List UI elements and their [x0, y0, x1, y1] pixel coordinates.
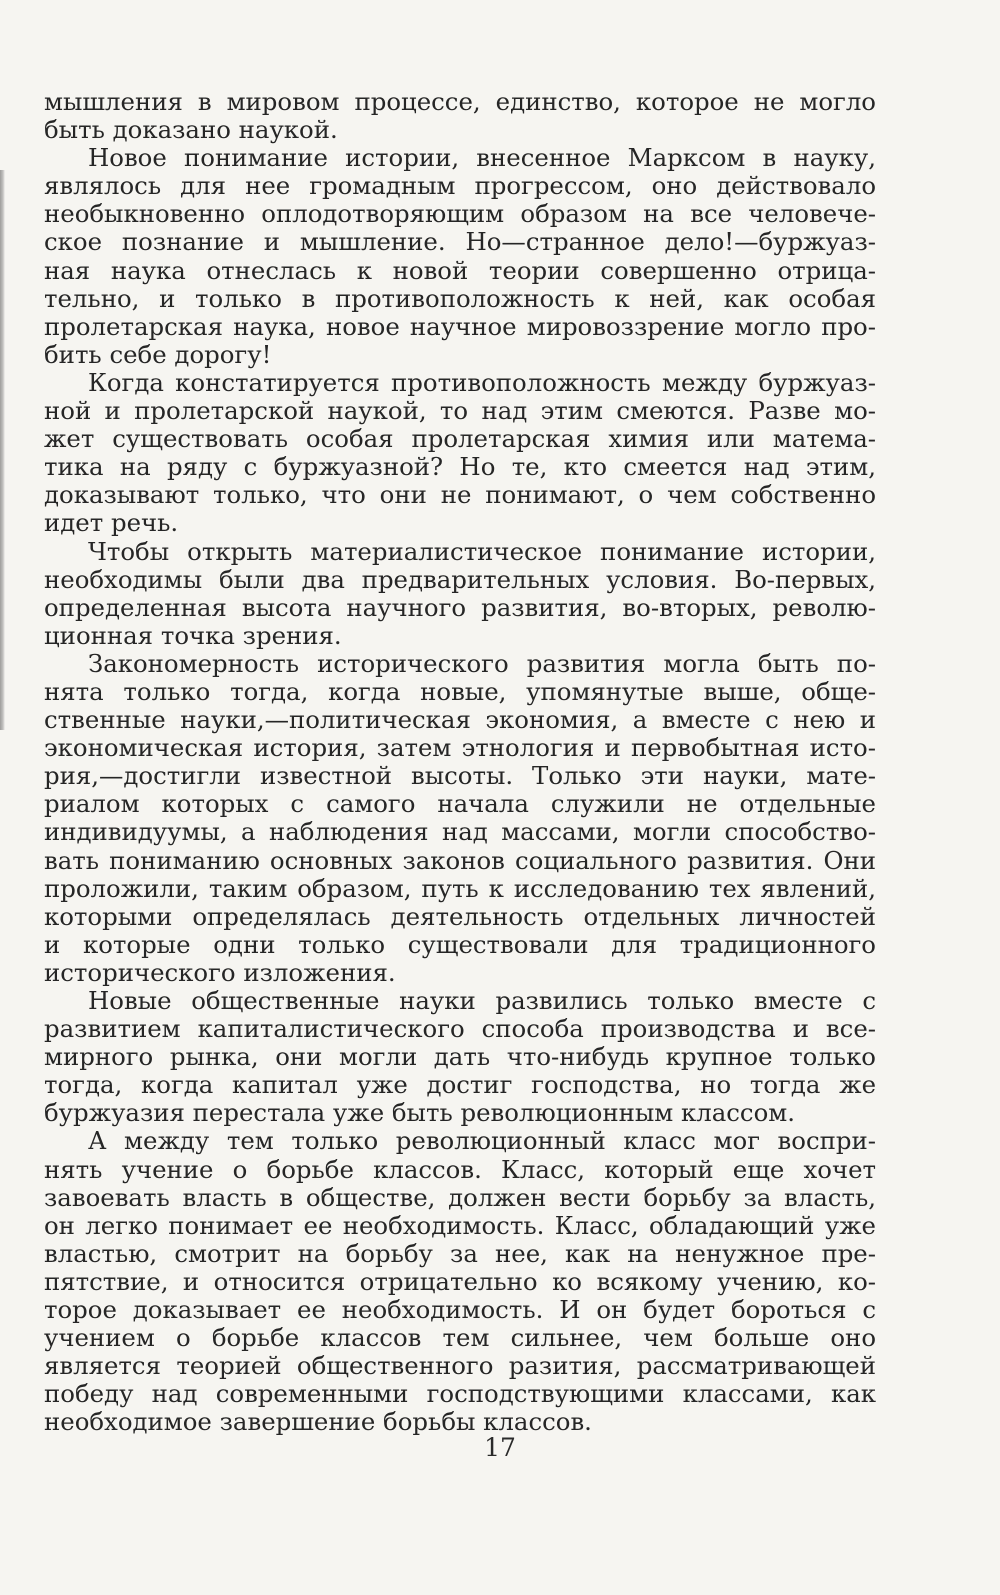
text-line: Закономерность исторического развития могла быть по-: [88, 648, 876, 678]
text-line: мышления в мировом процессе, единство, которое не могло: [44, 87, 876, 116]
text-line: бить себе дорогу!: [44, 339, 272, 369]
text-line: определенная высота научного развития, во-вторых, револю-: [44, 592, 876, 622]
text-line: победу над современными господствующими классами, как: [44, 1379, 876, 1409]
text-line: ское познание и мышление. Но—странное дело!—буржуаз-: [44, 227, 876, 257]
text-line: тогда, когда капитал уже достиг господства, но тогда же: [44, 1070, 876, 1100]
text-line: идет речь.: [44, 508, 179, 538]
text-line: развитием капиталистического способа производства и все-: [44, 1014, 876, 1044]
body-text: [44, 88, 876, 1437]
text-line: являлось для нее громадным прогрессом, оно действовало: [44, 171, 876, 201]
paragraph: [44, 369, 876, 538]
text-line: которыми определялась деятельность отдельных личностей: [44, 901, 876, 931]
paragraph: [44, 987, 876, 1127]
paragraph: [44, 650, 876, 987]
text-line: нять учение о борьбе классов. Класс, который еще хочет: [44, 1154, 876, 1184]
text-line: рия,—достигли известной высоты. Только эти науки, мате-: [44, 761, 876, 791]
paragraph: [44, 88, 876, 144]
text-line: учением о борьбе классов тем сильнее, чем больше оно: [44, 1323, 876, 1353]
text-line: А между тем только революционный класс мог воспри-: [88, 1126, 876, 1156]
text-line: пятствие, и относится отрицательно ко всякому учению, ко-: [44, 1266, 876, 1296]
text-line: жет существовать особая пролетарская химия или матема-: [44, 424, 876, 454]
text-line: тельно, и только в противоположность к ней, как особая: [44, 283, 876, 313]
text-line: Когда констатируется противоположность между буржуаз-: [88, 367, 876, 397]
paragraph: [44, 1127, 876, 1436]
text-line: мирного рынка, они могли дать что-нибудь крупное только: [44, 1042, 876, 1072]
text-line: торое доказывает ее необходимость. И он будет бороться с: [44, 1295, 876, 1325]
scan-binding-shadow: [0, 170, 5, 730]
text-line: буржуазия перестала уже быть революционным классом.: [44, 1098, 795, 1128]
text-line: индивидуумы, а наблюдения над массами, могли способство-: [44, 817, 876, 847]
text-line: ная наука отнеслась к новой теории совершенно отрица-: [44, 255, 876, 285]
text-line: исторического изложения.: [44, 957, 396, 987]
text-line: властью, смотрит на борьбу за нее, как на ненужное пре-: [44, 1238, 876, 1268]
text-line: необходимы были два предварительных условия. Во-первых,: [44, 564, 876, 594]
text-line: ственные науки,—политическая экономия, а вместе с нею и: [44, 705, 876, 735]
text-line: тика на ряду с буржуазной? Но те, кто смеется над этим,: [44, 452, 876, 482]
text-line: проложили, таким образом, путь к исследованию тех явлений,: [44, 873, 876, 903]
text-line: является теорией общественного разития, рассматривающей: [44, 1351, 876, 1381]
text-line: вать пониманию основных законов социального развития. Они: [44, 845, 876, 875]
text-line: Новые общественные науки развились только вместе с: [88, 986, 876, 1015]
text-line: пролетарская наука, новое научное мировоззрение могло про-: [44, 311, 876, 341]
text-line: Чтобы открыть материалистическое понимание истории,: [88, 536, 876, 566]
text-line: необходимое завершение борьбы классов.: [44, 1407, 592, 1437]
text-line: нята только тогда, когда новые, упомянутые выше, обще-: [44, 676, 876, 706]
page-number: 17: [484, 1433, 516, 1462]
text-line: экономическая история, затем этнология и первобытная исто-: [44, 733, 876, 763]
text-line: риалом которых с самого начала служили не отдельные: [44, 789, 876, 819]
text-line: он легко понимает ее необходимость. Класс, обладающий уже: [44, 1210, 876, 1240]
text-line: ной и пролетарской наукой, то над этим смеются. Разве мо-: [44, 396, 876, 426]
text-line: завоевать власть в обществе, должен вести борьбу за власть,: [44, 1182, 876, 1212]
text-line: необыкновенно оплодотворяющим образом на все человече-: [44, 199, 876, 229]
paragraph: [44, 538, 876, 650]
text-line: Новое понимание истории, внесенное Марксом в науку,: [88, 143, 876, 173]
text-line: ционная точка зрения.: [44, 620, 342, 650]
text-line: быть доказано наукой.: [44, 115, 338, 145]
text-line: и которые одни только существовали для традиционного: [44, 929, 876, 959]
text-line: доказывают только, что они не понимают, о чем собственно: [44, 480, 876, 510]
paragraph: [44, 144, 876, 369]
